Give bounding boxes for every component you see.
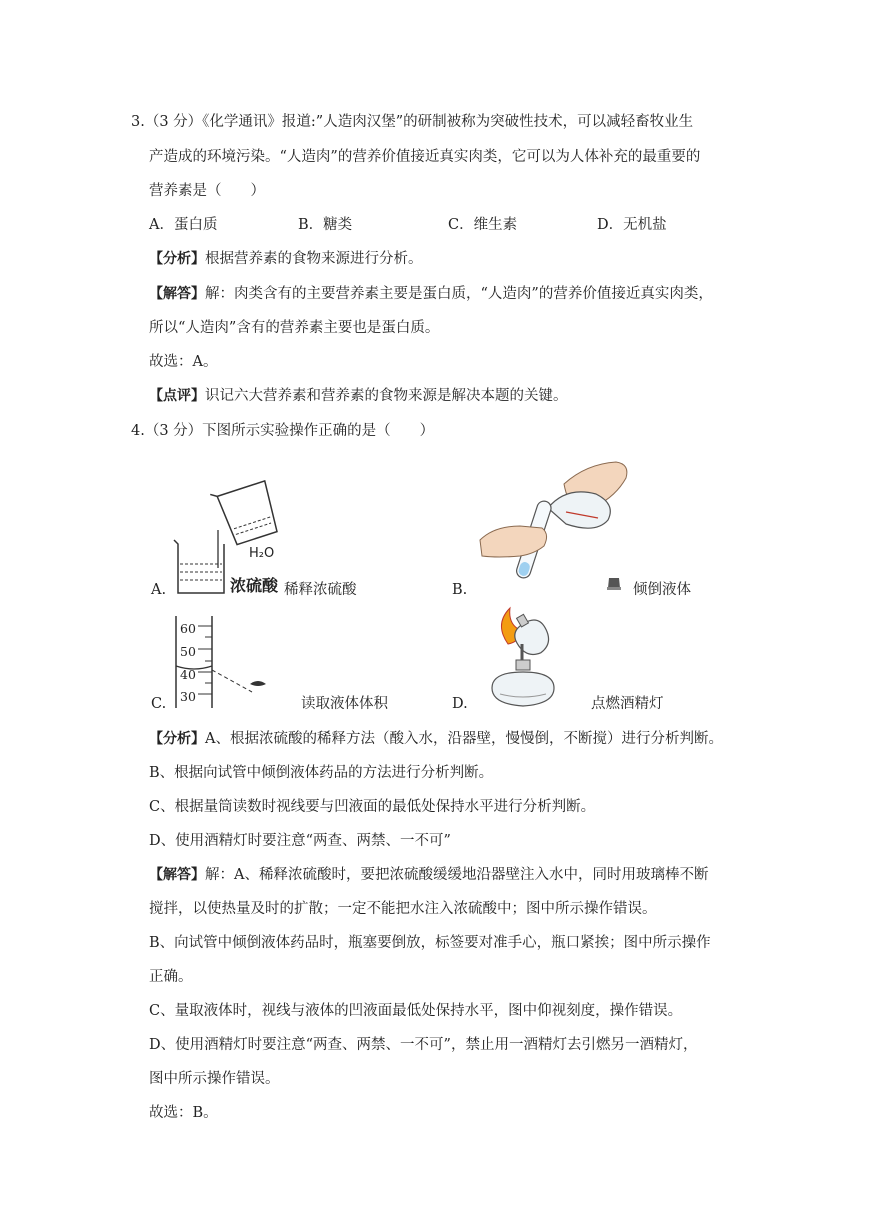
q4-answer-a2: 搅拌，以使热量及时的扩散；一定不能把水注入浓硫酸中；图中所示操作错误。 — [149, 901, 657, 917]
q4-answer-d1: D、使用酒精灯时要注意“两查、两禁、一不可”，禁止用一酒精灯去引燃另一酒精灯， — [149, 1037, 698, 1053]
fig-c-tick-30: 30 — [180, 689, 196, 704]
q4-answer-b1: B、向试管中倾倒液体药品时，瓶塞要倒放，标签要对准手心，瓶口紧挨；图中所示操作 — [149, 935, 711, 951]
q4-analysis-d: D、使用酒精灯时要注意“两查、两禁、一不可” — [149, 833, 451, 849]
answer-text: 解：肉类含有的主要营养素主要是蛋白质，“人造肉”的营养价值接近真实肉类， — [205, 286, 713, 302]
analysis-text: 根据营养素的食物来源进行分析。 — [205, 251, 423, 267]
fig-c-letter: C. — [151, 696, 167, 712]
fig-c-caption: 读取液体体积 — [301, 696, 388, 712]
fig-b-stopper — [605, 574, 623, 592]
q4-analysis — [149, 729, 723, 749]
fig-c-tick-40: 40 — [180, 667, 196, 682]
fig-a-letter: A. — [151, 582, 167, 598]
q4-analysis-b: B、根据向试管中倾倒液体药品的方法进行分析判断。 — [149, 765, 494, 781]
q4-answer-d2: 图中所示操作错误。 — [149, 1071, 280, 1087]
q4-analysis-c: C、根据量筒读数时视线要与凹液面的最低处保持水平进行分析判断。 — [149, 799, 596, 815]
fig-d-caption: 点燃酒精灯 — [591, 696, 664, 712]
q4-answer-b2: 正确。 — [149, 969, 193, 985]
fig-a-water-label: H₂O — [249, 546, 275, 561]
fig-c-tick-60: 60 — [180, 621, 196, 636]
fig-a-acid-label: 浓硫酸 — [230, 576, 279, 595]
fig-a-caption: 稀释浓硫酸 — [284, 582, 357, 598]
q3-comment — [149, 386, 568, 406]
q4-answer-a1 — [149, 865, 708, 885]
fig-b-caption: 倾倒液体 — [633, 582, 691, 598]
comment-text: 识记六大营养素和营养素的食物来源是解决本题的关键。 — [205, 388, 568, 404]
q3-option-a: A．蛋白质 — [149, 217, 218, 233]
fig-d-alcohol-lamp — [480, 604, 570, 712]
q3-answer-line1 — [149, 284, 713, 304]
answer-tag: 【解答】 — [149, 867, 205, 883]
q3-stem-line2: 产造成的环境污染。“人造肉”的营养价值接近真实肉类，它可以为人体补充的最重要的 — [149, 149, 701, 165]
fig-c-tick-50: 50 — [180, 644, 196, 659]
comment-tag: 【点评】 — [149, 388, 205, 404]
analysis-text: A、根据浓硫酸的稀释方法（酸入水，沿器壁，慢慢倒，不断搅）进行分析判断。 — [205, 731, 723, 747]
q3-stem-line1: 3.（3 分）《化学通讯》报道:”人造肉汉堡”的研制被称为突破性技术，可以减轻畜牧业生 — [131, 114, 694, 130]
q3-choice: 故选：A。 — [149, 354, 218, 370]
answer-tag: 【解答】 — [149, 286, 205, 302]
fig-d-letter: D. — [452, 696, 468, 712]
q3-answer-line2: 所以“人造肉”含有的营养素主要也是蛋白质。 — [149, 320, 440, 336]
q4-answer-c: C、量取液体时，视线与液体的凹液面最低处保持水平，图中仰视刻度，操作错误。 — [149, 1003, 683, 1019]
analysis-tag: 【分析】 — [149, 251, 205, 267]
q4-stem: 4.（3 分）下图所示实验操作正确的是（ ） — [131, 423, 435, 439]
answer-text: 解：A、稀释浓硫酸时，要把浓硫酸缓缓地沿器壁注入水中，同时用玻璃棒不断 — [205, 867, 709, 883]
q4-choice: 故选：B。 — [149, 1105, 218, 1121]
fig-b-pour-liquid — [476, 456, 636, 592]
q3-option-c: C．维生素 — [448, 217, 518, 233]
q3-analysis — [149, 249, 423, 269]
analysis-tag: 【分析】 — [149, 731, 205, 747]
q3-stem-line3: 营养素是（ ） — [149, 183, 265, 199]
q3-option-d: D．无机盐 — [597, 217, 667, 233]
q3-option-b: B．糖类 — [298, 217, 353, 233]
fig-b-letter: B. — [452, 582, 468, 598]
